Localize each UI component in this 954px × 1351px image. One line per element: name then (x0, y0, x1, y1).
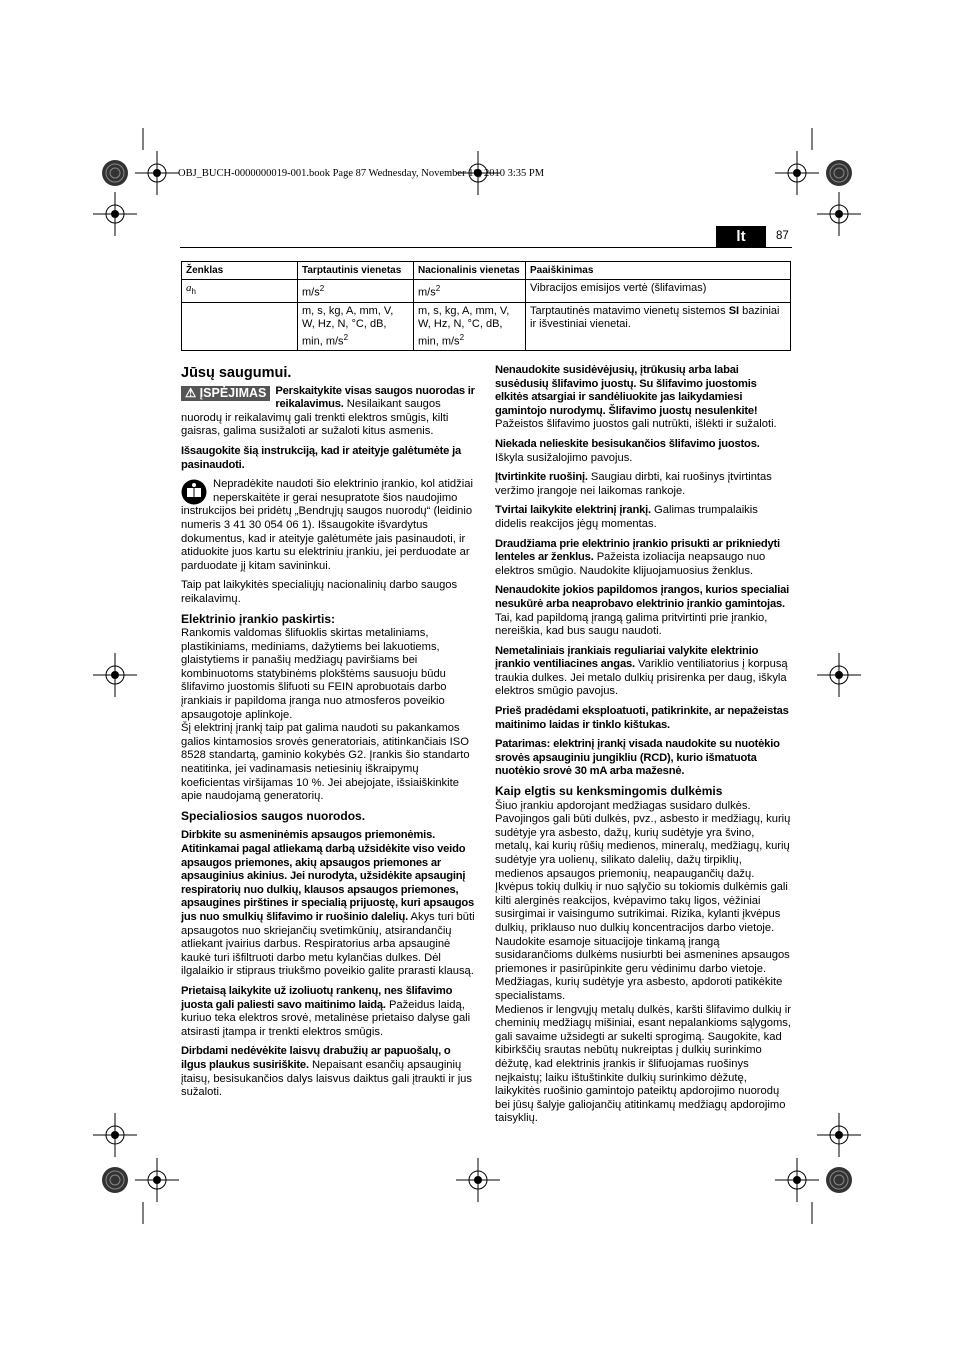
warning-label: ⚠ ĮSPĖJIMAS (181, 386, 270, 402)
insulated-grip-paragraph: Prietaisą laikykite už izoliuotų rankenų, nes šlifavimo juosta gali paliesti savo maitinimo laidą. Pažeidus laidą, kuriuo teka elektros srovė, metalinėse prietaiso dalyse gali atsirasti įtampa ir trenkti elektros smūgis. (181, 984, 471, 1038)
safety-paragraph: Nenaudokite jokios papildomos įrangos, kurios specialiai nesukūrė arba neaprobavo elektrinio įrankio gamintojas. Tai, kad papildomą įrangą galima pritvirtinti prie įrankio, nereiškia, kad bus saugu naudoti. (495, 584, 790, 638)
table-row (182, 280, 791, 303)
table-cell: $m/s^2$ (414, 280, 526, 303)
generator-text: Šį elektrinį įrankį taip pat galima naudoti su pakankamos galios kintamosios srovės generatoriais, atitinkančiais ISO 8528 standartą, gaminio kokybės G2. Įrankis šio standarto neatitinka, jei vadinamasis netiesinių iškraipymų koeficientas viršijamas 10 %. Jei abejojate, išsiaiškinkite apie naudojamą generatorių. (181, 722, 470, 803)
table-row (182, 302, 791, 351)
safety-paragraph: Nenaudokite susidėvėjusių, įtrūkusių arba labai susėdusių šlifavimo juostų. Su šlifavimo juostomis elkitės atsargiai ir sandėliuokite jas laikydamiesi gamintojo nurodymų. Šlifavimo juostų nesulenkite! Pažeistos šlifavimo juostos gali nutrūkti, išlėkti ir sužaloti. (495, 364, 777, 431)
table-cell: $a_h$ (182, 280, 298, 303)
header-rule (180, 247, 792, 248)
file-info-line: OBJ_BUCH-0000000019-001.book Page 87 Wednesday, November 10, 2010 3:35 PM (178, 168, 545, 179)
table-header-row (182, 262, 791, 280)
table-header-cell: Tarptautinis vienetas (298, 262, 414, 280)
dust-title: Kaip elgtis su kenksmingomis dulkėmis (495, 784, 723, 799)
dust-paragraph: Medienos ir lengvųjų metalų dulkės, karšti šlifavimo dulkių ir cheminių medžiagų mišiniai, esant nepalankioms sąlygoms, gali savaime užsidegti ar sukelti sprogimą. Saugokite, kad kibirkščių srautas nebūtų nukreiptas į dulkių surinkimo dėžutę, kad elektrinis įrankis ir šlifuojamas ruošinys neįkaistų; laiku ištuštinkite dulkių surinkimo dėžutę, laikykitės ruošinio gamintojo pateiktų apdorojimo nuorodų bei jūsų šalyje galiojančių atitinkamų medžiagų apdorojimo taisyklių. (495, 1003, 791, 1125)
national-rules: Taip pat laikykitės specialiųjų nacionalinių darbo saugos reikalavimų. (181, 579, 458, 605)
dust-paragraph: Šiuo įrankiu apdorojant medžiagas susidaro dulkės. Pavojingos gali būti dulkės, pvz., asbesto ir medžiagų, kurių sudėtyje yra asbesto, dažų, kurių sudėtyje yra švino, metalų, kai kurių rūšių medienos, mineralų, medžiagų, kurių sudėtyje yra uolienų, silikato dalelių, dažų tirpiklių, medienos apsaugos priemonių, neapaugančių dažų. Įkvėpus tokių dulkių ir nuo sąlyčio su tokiomis dulkėmis gali kilti alerginės reakcijos, kvėpavimo takų ligos, vėžiniai susirgimai ir vaisingumo sutrikimai. Rizika, kylanti įkvėpus dulkių, priklauso nuo dulkių koncentracijos darbo vietoje. Naudokite esamoje situacijoje tinkamą įrangą susidarančioms dulkėms nusiurbti bei asmenines apsaugos priemones ir pasirūpinkite geru vėdinimu darbo vietoje. Medžiagas, kurių sudėtyje yra asbesto, apdoroti patikėkite specialistams. (495, 799, 791, 1002)
language-badge: lt (716, 226, 766, 248)
table-cell: Vibracijos emisijos vertė (šlifavimas) (526, 280, 791, 303)
table-cell: $m/s^2$ (298, 280, 414, 303)
safety-paragraph: Nemetaliniais įrankiais reguliariai valykite elektrinio įrankio ventiliacines angas. Variklio ventiliatorius į korpusą traukia dulkes. Jei metalo dulkių prisirenka per daug, iškyla elektros smūgio pavojus. (495, 644, 788, 698)
table-header-cell: Ženklas (182, 262, 298, 280)
safety-paragraph: Įtvirtinkite ruošinį. Saugiau dirbti, kai ruošinys įtvirtintas veržimo įrangoje nei laikomas rankoje. (495, 471, 772, 497)
table-cell: m, s, kg, A, mm, V, W, Hz, N, °C, dB, min, $m/s^2$ (298, 302, 414, 351)
safety-paragraph: Prieš pradėdami eksploatuoti, patikrinkite, ar nepažeistas maitinimo laidas ir tinklo kištukas. (495, 705, 789, 731)
rcd-tip: Patarimas: elektrinį įrankį visada naudokite su nuotėkio srovės apsauginiu jungikliu (RCD), kurio išmatuota nuotėkio srovė 30 mA arba mažesnė. (495, 738, 780, 778)
table-header-cell: Nacionalinis vienetas (414, 262, 526, 280)
safety-paragraph: Draudžiama prie elektrinio įrankio prisukti ar prikniedyti lenteles ar ženklus. Pažeista izoliacija neapsaugo nuo elektros smūgio. Naudokite klijuojamuosius ženklus. (495, 537, 780, 577)
read-manual-icon (181, 479, 207, 505)
read-manual-paragraph: Nepradėkite naudoti šio elektrinio įrankio, kol atidžiai neperskaitėte ir gerai nesupratote šios naudojimo instrukcijos bei pridėtų „Bendrųjų saugos nuorodų“ (leidinio numeris 3 41 30 054 06 1). Išsaugokite išvardytus dokumentus, kad ir ateityje galėtumėte jais pasinaudoti, ir atiduokite juos kartu su elektriniu įrankiu, jei perduodate ar parduodate jį kitam savininkui. (181, 478, 473, 572)
purpose-text: Rankomis valdomas šlifuoklis skirtas metaliniams, plastikiniams, mediniams, dažytiems bei lakuotiems, glaistytiems ir panašių medžiagų paviršiams bei kombinuotoms statybinėms plokštėms sausuoju būdu šlifavimo juostomis šlifuoti su FEIN aprobuotais darbo įrankiais ir papildoma įranga nuo atmosferos poveikio apsaugotoje aplinkoje. (181, 627, 447, 721)
warning-paragraph: ⚠ ĮSPĖJIMAS Perskaitykite visas saugos nuorodas ir reikalavimus. Nesilaikant saugos nuorodų ir reikalavimų gali trenkti elektros smūgis, kilti gaisras, galima susižaloti ar sužaloti kitus asmenis. (181, 384, 475, 438)
table-cell: m, s, kg, A, mm, V, W, Hz, N, °C, dB, min, $m/s^2$ (414, 302, 526, 351)
ppe-paragraph: Dirbkite su asmeninėmis apsaugos priemonėmis. Atitinkamai pagal atliekamą darbą užsidėkite viso veido apsaugos priemones, akių apsaugos priemones ar apsauginius akinius. Jei nurodyta, užsidėkite apsauginį respiratorių nuo dulkių, klausos apsaugos priemones, apsaugines pirštines ir specialią prijuostę, kuri apsaugos jus nuo smulkių šlifavimo ir ruošinio dalelių. Akys turi būti apsaugotos nuo skriejančių svetimkūnių, atsirandančių atliekant įvairius darbus. Respiratorius arba apsauginė kaukė turi išfiltruoti darbo metu kylančias dulkes. Dėl ilgalaikio ir stipraus triukšmo poveikio galite prarasti klausą. (181, 829, 475, 978)
table-header-cell: Paaiškinimas (526, 262, 791, 280)
table-cell (182, 302, 298, 351)
section-title: Jūsų saugumui. (181, 365, 292, 381)
right-column (495, 364, 791, 1132)
safety-paragraph: Niekada nelieskite besisukančios šlifavimo juostos. Iškyla susižalojimo pavojus. (495, 437, 760, 464)
keep-instructions: Išsaugokite šią instrukciją, kad ir ateityje galėtumėte ja pasinaudoti. (181, 444, 462, 471)
purpose-title: Elektrinio įrankio paskirtis: (181, 611, 336, 626)
page-number: 87 (776, 230, 789, 242)
clothes-paragraph: Dirbdami nedėvėkite laisvų drabužių ar papuošalų, o ilgus plaukus susiriškite. Nepaisant esančių apsauginių įtaisų, besisukančios dalys laisvus daiktus gali įtraukti ir jus sužaloti. (181, 1045, 473, 1099)
table-cell: Tarptautinės matavimo vienetų sistemos SI baziniai ir išvestiniai vienetai. (526, 302, 791, 351)
units-table (181, 261, 791, 351)
special-safety-title: Specialiosios saugos nuorodos. (181, 808, 366, 823)
left-column (181, 367, 475, 1106)
safety-paragraph: Tvirtai laikykite elektrinį įrankį. Galimas trumpalaikis didelis reakcijos jėgų momentas. (495, 504, 758, 530)
